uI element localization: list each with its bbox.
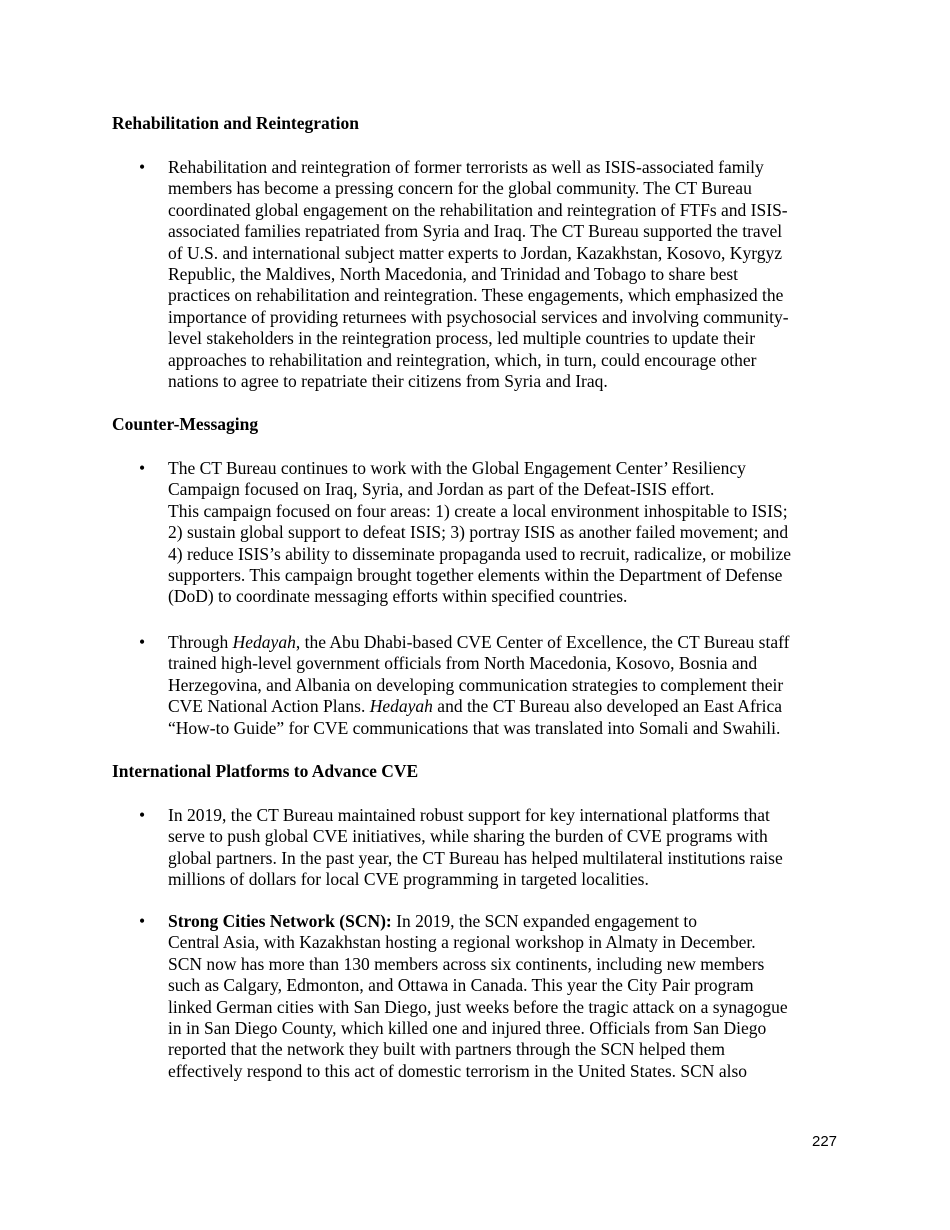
- text-run: serve to push global CVE initiatives, while sharing the burden of CVE programs with: [168, 826, 768, 847]
- italic-run: Hedayah: [232, 632, 296, 652]
- text-line: [168, 975, 848, 996]
- text-line: [168, 653, 848, 674]
- text-run: such as Calgary, Edmonton, and Ottawa in Canada. This year the City Pair program: [168, 975, 754, 996]
- bullet-marker: •: [139, 157, 146, 177]
- text-run: In 2019, the SCN expanded engagement to: [391, 911, 697, 931]
- bullet-marker: •: [139, 458, 146, 478]
- section-heading: Rehabilitation and Reintegration: [112, 113, 359, 133]
- bullet-paragraph: [168, 911, 848, 1082]
- text-run: In 2019, the CT Bureau maintained robust support for key international platforms that: [168, 805, 770, 825]
- text-run: 4) reduce ISIS’s ability to disseminate propaganda used to recruit, radicalize, or mobilize: [168, 543, 791, 564]
- text-run: practices on rehabilitation and reintegration. These engagements, which emphasized the: [168, 285, 784, 306]
- text-line: [168, 157, 848, 178]
- page-number: 227: [812, 1133, 838, 1150]
- text-line: [168, 869, 848, 890]
- text-run: (DoD) to coordinate messaging efforts within specified countries.: [168, 586, 628, 607]
- text-run: global partners. In the past year, the CT Bureau has helped multilateral institutions raise: [168, 847, 783, 868]
- text-run: approaches to rehabilitation and reintegration, which, in turn, could encourage other: [168, 349, 757, 370]
- text-run: associated families repatriated from Syria and Iraq. The CT Bureau supported the travel: [168, 221, 783, 242]
- text-run: Herzegovina, and Albania on developing communication strategies to complement their: [168, 674, 784, 695]
- text-line: [168, 1039, 848, 1060]
- text-run: importance of providing returnees with psychosocial services and involving community-: [168, 306, 789, 327]
- text-run: Republic, the Maldives, North Macedonia, and Trinidad and Tobago to share best: [168, 264, 739, 285]
- text-line: [168, 479, 848, 500]
- italic-run: Hedayah: [369, 696, 433, 717]
- text-line: [168, 954, 848, 975]
- text-line: [168, 522, 848, 543]
- text-run: in in San Diego County, which killed one and injured three. Officials from San Diego: [168, 1018, 767, 1039]
- text-run: SCN now has more than 130 members across six continents, including new members: [168, 953, 765, 974]
- text-run: This campaign focused on four areas: 1) create a local environment inhospitable to ISIS;: [168, 500, 788, 521]
- text-line: [168, 544, 848, 565]
- bullet-paragraph: [168, 458, 848, 608]
- text-line: [168, 675, 848, 696]
- text-line: [168, 264, 848, 285]
- bold-run: Strong Cities Network (SCN):: [168, 911, 392, 931]
- text-run: supporters. This campaign brought together elements within the Department of Defense: [168, 565, 783, 586]
- text-line: [168, 285, 848, 306]
- text-line: [168, 178, 848, 199]
- text-run: of U.S. and international subject matter experts to Jordan, Kazakhstan, Kosovo, Kyrgyz: [168, 242, 782, 263]
- text-run: “How-to Guide” for CVE communications that was translated into Somali and Swahili.: [168, 717, 781, 738]
- text-run: trained high-level government officials from North Macedonia, Kosovo, Bosnia and: [168, 653, 758, 674]
- text-run: level stakeholders in the reintegration process, led multiple countries to update their: [168, 328, 756, 349]
- text-run: linked German cities with San Diego, just weeks before the tragic attack on a synagogue: [168, 996, 788, 1017]
- text-line: [168, 1061, 848, 1082]
- bullet-paragraph: [168, 805, 848, 891]
- text-line: [168, 997, 848, 1018]
- bullet-paragraph: [168, 157, 848, 392]
- text-line: [168, 243, 848, 264]
- text-line: [168, 911, 848, 932]
- text-line: [168, 805, 848, 826]
- text-line: [168, 458, 848, 479]
- text-run: Through: [168, 632, 233, 652]
- bullet-marker: •: [139, 911, 146, 931]
- text-run: Rehabilitation and reintegration of former terrorists as well as ISIS-associated family: [168, 157, 764, 177]
- text-run: members has become a pressing concern for the global community. The CT Bureau: [168, 178, 752, 199]
- text-run: The CT Bureau continues to work with the Global Engagement Center’ Resiliency: [168, 458, 746, 478]
- section-heading: International Platforms to Advance CVE: [112, 761, 419, 781]
- text-run: CVE National Action Plans.: [168, 696, 370, 717]
- text-line: [168, 696, 848, 717]
- text-run: reported that the network they built with partners through the SCN helped them: [168, 1039, 725, 1060]
- text-line: [168, 932, 848, 953]
- bullet-marker: •: [139, 805, 146, 825]
- bullet-marker: •: [139, 632, 146, 652]
- text-line: [168, 586, 848, 607]
- text-line: [168, 1018, 848, 1039]
- text-run: millions of dollars for local CVE programming in targeted localities.: [168, 869, 649, 890]
- text-line: [168, 718, 848, 739]
- text-line: [168, 565, 848, 586]
- text-run: Central Asia, with Kazakhstan hosting a regional workshop in Almaty in December.: [168, 932, 756, 953]
- text-run: and the CT Bureau also developed an East Africa: [432, 696, 782, 717]
- text-line: [168, 200, 848, 221]
- text-line: [168, 632, 848, 653]
- section-heading: Counter-Messaging: [112, 414, 259, 434]
- text-line: [168, 350, 848, 371]
- text-run: effectively respond to this act of domestic terrorism in the United States. SCN also: [168, 1060, 748, 1081]
- bullet-paragraph: [168, 632, 848, 739]
- text-line: [168, 307, 848, 328]
- text-run: coordinated global engagement on the rehabilitation and reintegration of FTFs and ISIS-: [168, 199, 788, 220]
- text-run: , the Abu Dhabi-based CVE Center of Excellence, the CT Bureau staff: [295, 632, 790, 652]
- text-line: [168, 826, 848, 847]
- text-line: [168, 848, 848, 869]
- text-run: Campaign focused on Iraq, Syria, and Jordan as part of the Defeat-ISIS effort.: [168, 479, 715, 500]
- text-run: 2) sustain global support to defeat ISIS; 3) portray ISIS as another failed movement; and: [168, 522, 789, 543]
- text-line: [168, 328, 848, 349]
- text-run: nations to agree to repatriate their citizens from Syria and Iraq.: [168, 371, 608, 392]
- text-line: [168, 501, 848, 522]
- text-line: [168, 371, 848, 392]
- text-line: [168, 221, 848, 242]
